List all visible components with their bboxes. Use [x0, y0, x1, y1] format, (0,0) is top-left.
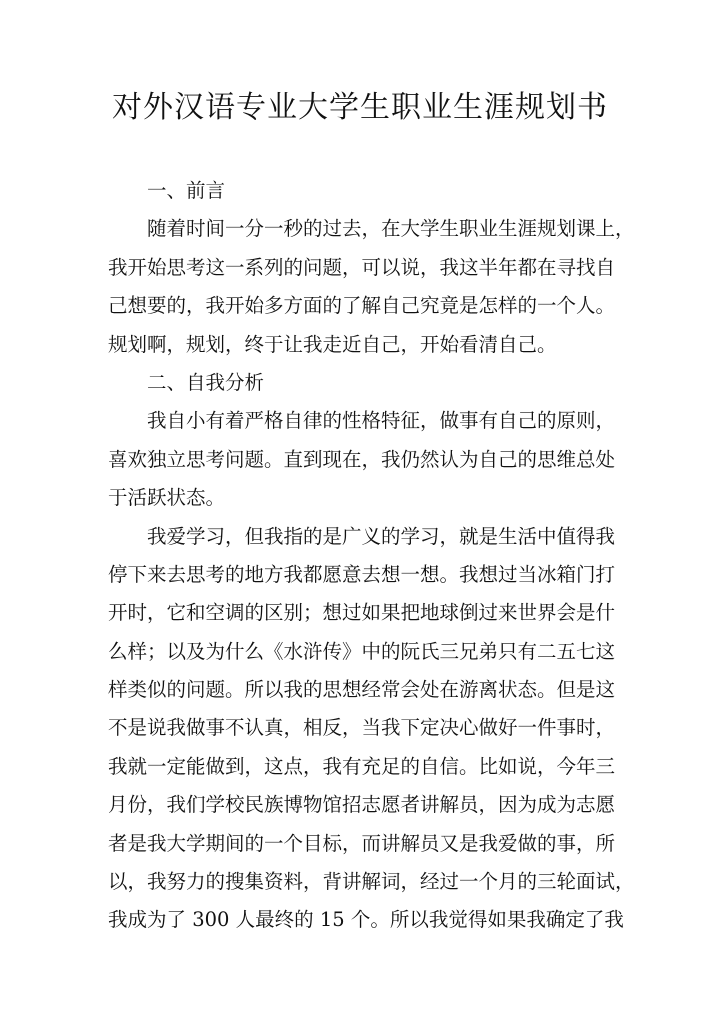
- document-title: 对外汉语专业大学生职业生涯规划书: [112, 90, 608, 125]
- paragraph-line: 我成为了 300 人最终的 15 个。所以我觉得如果我确定了我: [108, 908, 624, 932]
- paragraph-line: 以，我努力的搜集资料，背讲解词，经过一个月的三轮面试，: [108, 870, 635, 894]
- paragraph-line: 喜欢独立思考问题。直到现在，我仍然认为自己的思维总处: [108, 447, 616, 471]
- paragraph-line: 我就一定能做到，这点，我有充足的自信。比如说，今年三: [108, 754, 616, 778]
- paragraph-line: 我开始思考这一系列的问题，可以说，我这半年都在寻找自: [108, 255, 616, 279]
- paragraph-line: 不是说我做事不认真，相反，当我下定决心做好一件事时，: [108, 716, 616, 740]
- section-heading-self-analysis: 二、自我分析: [147, 370, 265, 394]
- paragraph-line: 样类似的问题。所以我的思想经常会处在游离状态。但是这: [108, 678, 616, 702]
- paragraph-line: 停下来去思考的地方我都愿意去想一想。我想过当冰箱门打: [108, 562, 616, 586]
- paragraph-line: 者是我大学期间的一个目标，而讲解员又是我爱做的事，所: [108, 831, 616, 855]
- paragraph-line: 月份，我们学校民族博物馆招志愿者讲解员，因为成为志愿: [108, 793, 616, 817]
- paragraph-line: 己想要的，我开始多方面的了解自己究竟是怎样的一个人。: [108, 294, 616, 318]
- paragraph-line: 我爱学习，但我指的是广义的学习，就是生活中值得我: [147, 524, 616, 548]
- paragraph-line: 我自小有着严格自律的性格特征，做事有自己的原则，: [147, 409, 616, 433]
- paragraph-line: 规划啊，规划，终于让我走近自己，开始看清自己。: [108, 332, 557, 356]
- paragraph-line: 于活跃状态。: [108, 486, 226, 510]
- section-heading-preface: 一、前言: [147, 179, 226, 202]
- paragraph-line: 开时，它和空调的区别；想过如果把地球倒过来世界会是什: [108, 601, 616, 625]
- paragraph-line: 么样；以及为什么《水浒传》中的阮氏三兄弟只有二五七这: [108, 639, 616, 663]
- paragraph-line: 随着时间一分一秒的过去，在大学生职业生涯规划课上，: [147, 217, 635, 241]
- document-body: [108, 172, 635, 940]
